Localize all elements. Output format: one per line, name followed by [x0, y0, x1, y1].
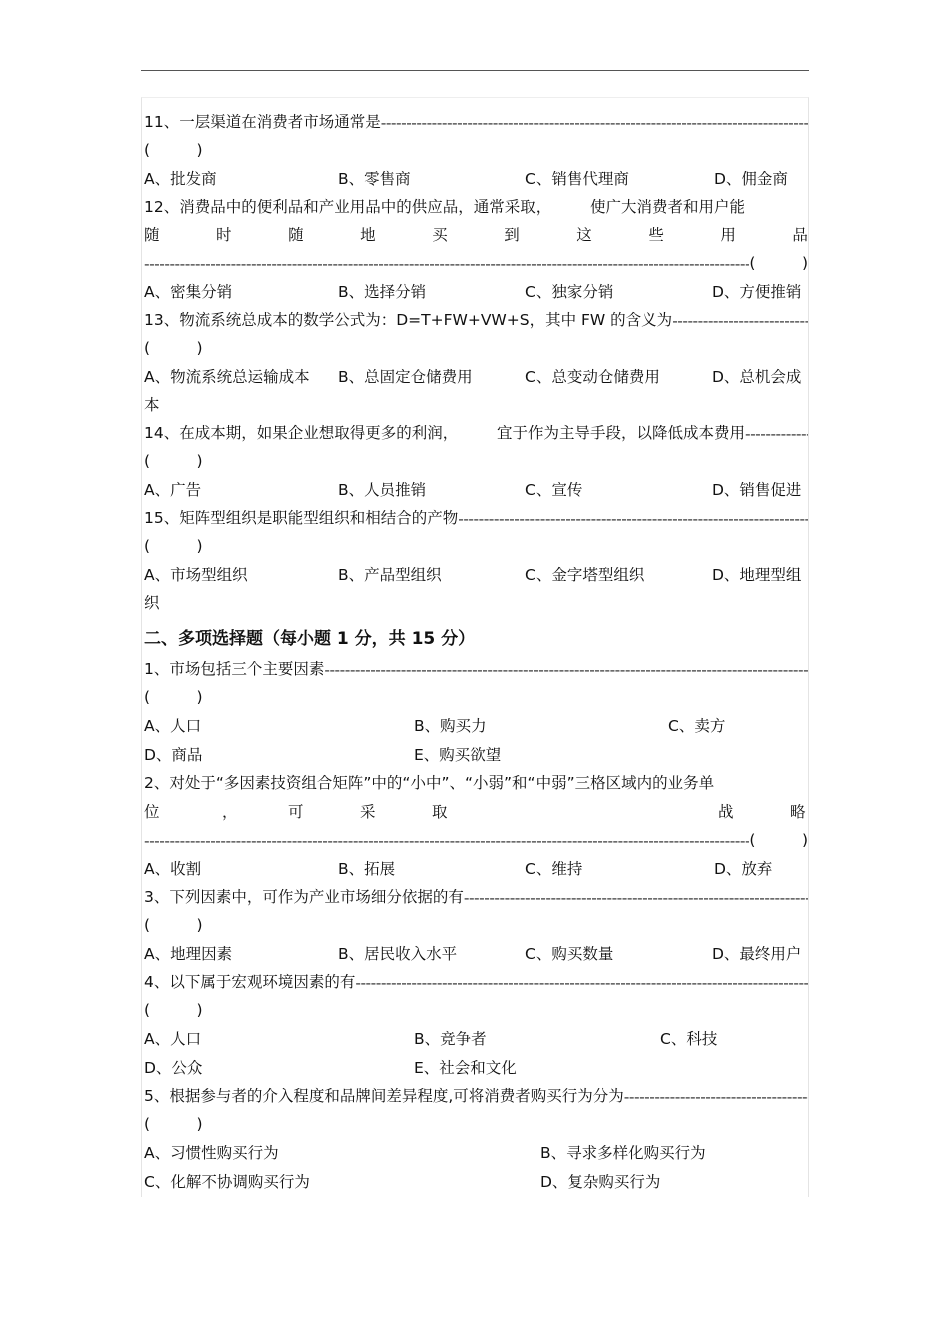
answer-paren: ( ): [144, 537, 203, 555]
answer-paren: ( ): [144, 916, 203, 934]
option-d: D、公众: [144, 1059, 203, 1077]
header-rule: [141, 70, 809, 71]
options-12: [144, 273, 808, 302]
option-wrap: 织: [144, 594, 160, 612]
answer-paren: ( ): [144, 339, 203, 357]
option-a: A、密集分销: [144, 283, 233, 301]
option-b: B、居民收入水平: [338, 945, 458, 963]
question-14: 14、在成本期，如果企业想取得更多的利润， 宜于作为主导手段，以降低成本费用 -----: [144, 415, 808, 443]
options-m1-row1: [144, 707, 808, 736]
question-m5: 5、根据参与者的介入程度和品牌间差异程度,可将消费者购买行为分为 -----: [144, 1078, 808, 1106]
option-a: A、批发商: [144, 170, 217, 188]
options-11: [144, 160, 808, 189]
question-m3: 3、下列因素中，可作为产业市场细分依据的有 -----: [144, 879, 808, 907]
dash-leader: [458, 510, 808, 528]
option-d: D、复杂购买行为: [540, 1173, 661, 1191]
option-b: B、总固定仓储费用: [338, 368, 473, 386]
dash-leader: [624, 1088, 808, 1106]
option-a: A、市场型组织: [144, 566, 248, 584]
option-c: C、购买数量: [525, 945, 614, 963]
question-12-line2: 随 时 随 地 买 到 这 些 用 品: [144, 226, 808, 244]
options-m5-row2: [144, 1163, 808, 1192]
question-m2-line2: 位 ， 可 采 取 战 略: [144, 803, 806, 821]
option-c: C、卖方: [668, 717, 726, 735]
option-b: B、产品型组织: [338, 566, 442, 584]
question-12: 12、消费品中的便利品和产业用品中的供应品，通常采取， 使广大消费者和用户能: [144, 198, 745, 216]
option-b: B、寻求多样化购买行为: [540, 1144, 706, 1162]
options-m5-row1: [144, 1134, 808, 1163]
option-c: C、宣传: [525, 481, 583, 499]
options-m4-row1: [144, 1020, 808, 1049]
option-d: D、销售促进: [712, 481, 802, 499]
options-14: [144, 471, 808, 500]
answer-paren: ( ): [144, 141, 203, 159]
options-m2: [144, 850, 808, 879]
option-c: C、独家分销: [525, 283, 614, 301]
option-b: B、购买力: [414, 717, 487, 735]
dash-leader: [144, 832, 749, 850]
option-d: D、佣金商: [714, 170, 788, 188]
dash-leader: [464, 889, 808, 907]
option-c: C、销售代理商: [525, 170, 629, 188]
dash-leader: [672, 312, 808, 330]
dash-leader: [745, 425, 808, 443]
dash-leader: [355, 974, 808, 992]
option-a: A、收割: [144, 860, 202, 878]
answer-paren: ( ): [144, 1001, 203, 1019]
answer-paren: ( ): [144, 688, 203, 706]
option-a: A、物流系统总运输成本: [144, 368, 310, 386]
option-c: C、总变动仓储费用: [525, 368, 660, 386]
option-b: B、竞争者: [414, 1030, 487, 1048]
options-15: [144, 556, 808, 585]
dash-leader: [324, 661, 808, 679]
options-m1-row2: [144, 736, 808, 765]
option-b: B、零售商: [338, 170, 411, 188]
answer-paren: ( ): [144, 1115, 203, 1133]
option-b: B、选择分销: [338, 283, 427, 301]
option-c: C、维持: [525, 860, 583, 878]
options-m4-row2: [144, 1049, 808, 1078]
question-13: 13、物流系统总成本的数学公式为：D=T+FW+VW+S，其中 FW 的含义为 -----: [144, 302, 808, 330]
option-a: A、习惯性购买行为: [144, 1144, 279, 1162]
section-heading: 二、多项选择题（每小题 1 分，共 15 分）: [144, 629, 476, 649]
option-d: D、放弃: [714, 860, 773, 878]
question-m2-leader: ----- ( ): [144, 822, 808, 850]
question-12-leader: ----- ( ): [144, 245, 808, 273]
option-e: E、社会和文化: [414, 1059, 517, 1077]
option-c: C、化解不协调购买行为: [144, 1173, 310, 1191]
options-m3: [144, 935, 808, 964]
option-wrap: 本: [144, 396, 160, 414]
question-m4: 4、以下属于宏观环境因素的有 -----: [144, 964, 808, 992]
options-13: [144, 358, 808, 387]
dash-leader: [381, 114, 808, 132]
question-m2: 2、对处于“多因素技资组合矩阵”中的“小中”、“小弱”和“中弱”三格区域内的业务单: [144, 774, 715, 792]
option-e: E、购买欲望: [414, 746, 502, 764]
option-d: D、方便推销: [712, 283, 802, 301]
option-b: B、人员推销: [338, 481, 427, 499]
question-m1: 1、市场包括三个主要因素 -----: [144, 651, 808, 679]
dash-leader: [144, 255, 749, 273]
question-11: 11、一层渠道在消费者市场通常是 -----: [144, 104, 808, 132]
option-c: C、金字塔型组织: [525, 566, 645, 584]
option-d: D、最终用户: [712, 945, 802, 963]
option-a: A、地理因素: [144, 945, 233, 963]
option-b: B、拓展: [338, 860, 396, 878]
option-d: D、地理型组: [712, 566, 802, 584]
document-body: [144, 104, 808, 1192]
option-c: C、科技: [660, 1030, 718, 1048]
option-d: D、总机会成: [712, 368, 802, 386]
question-15: 15、矩阵型组织是职能型组织和相结合的产物 -----: [144, 500, 808, 528]
option-d: D、商品: [144, 746, 203, 764]
option-a: A、人口: [144, 1030, 202, 1048]
answer-paren: ( ): [144, 452, 203, 470]
option-a: A、广告: [144, 481, 202, 499]
option-a: A、人口: [144, 717, 202, 735]
